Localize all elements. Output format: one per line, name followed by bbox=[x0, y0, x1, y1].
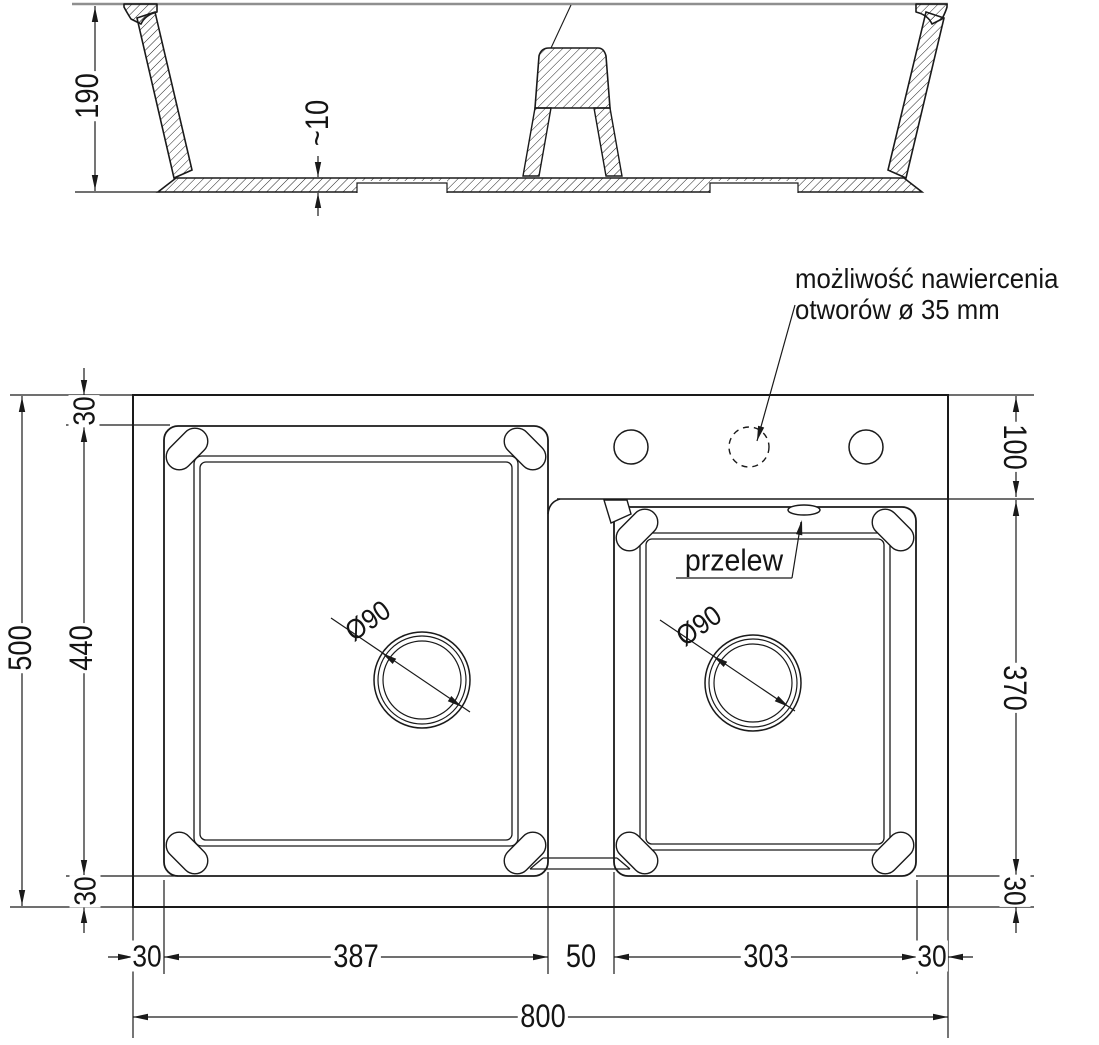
section-left-wall bbox=[137, 12, 192, 178]
dim-overall-height: 500 bbox=[4, 623, 36, 673]
section-divider-right-leg bbox=[594, 108, 622, 176]
dim-bottom-left-margin: 30 bbox=[132, 938, 162, 974]
overflow-slot bbox=[788, 505, 820, 515]
dim-right-deck-height: 100 bbox=[999, 422, 1031, 472]
section-right-wall bbox=[888, 12, 944, 178]
dim-base-thickness: ~10 bbox=[301, 97, 333, 148]
left-bowl-inner2 bbox=[200, 462, 512, 840]
left-bowl-outer bbox=[164, 426, 548, 876]
dim-overall-width: 800 bbox=[518, 1000, 568, 1032]
drill-note-line2: otworów ø 35 mm bbox=[795, 294, 1000, 325]
dim-left-top-offset: 30 bbox=[66, 396, 102, 426]
dim-right-bowl-height: 370 bbox=[999, 663, 1031, 713]
dim-section-height: 190 bbox=[71, 71, 103, 121]
sink-outline bbox=[133, 395, 948, 907]
dim-bottom-right-margin: 30 bbox=[917, 938, 947, 974]
deck-step-fillet bbox=[548, 499, 560, 514]
section-base bbox=[158, 178, 922, 192]
faucet-hole-left bbox=[614, 430, 648, 464]
optional-hole-dashed bbox=[729, 427, 769, 467]
drain-left-diameter-label: Ø90 bbox=[339, 594, 397, 647]
dim-left-bowl-width: 387 bbox=[331, 940, 381, 972]
drill-note-line1: możliwość nawiercenia bbox=[795, 263, 1059, 294]
plan-view bbox=[133, 395, 948, 907]
left-bowl-inner1 bbox=[194, 456, 518, 846]
dim-right-bowl-width: 303 bbox=[741, 940, 791, 972]
corner-chamfers bbox=[161, 423, 919, 879]
divider-edge-line bbox=[551, 5, 571, 48]
section-divider-left-leg bbox=[523, 108, 551, 176]
dim-left-bottom-offset: 30 bbox=[67, 876, 103, 906]
dim-left-bowl-height: 440 bbox=[65, 623, 97, 673]
overflow-label: przelew bbox=[684, 542, 784, 578]
dim-right-bottom-offset: 30 bbox=[997, 876, 1033, 906]
deck-step-wedge bbox=[604, 500, 631, 523]
section-divider-cap bbox=[535, 48, 610, 108]
faucet-hole-right bbox=[849, 430, 883, 464]
dim-divider-width: 50 bbox=[563, 940, 598, 972]
drain-right-diameter-label: Ø90 bbox=[670, 599, 728, 652]
section-view bbox=[72, 4, 948, 193]
